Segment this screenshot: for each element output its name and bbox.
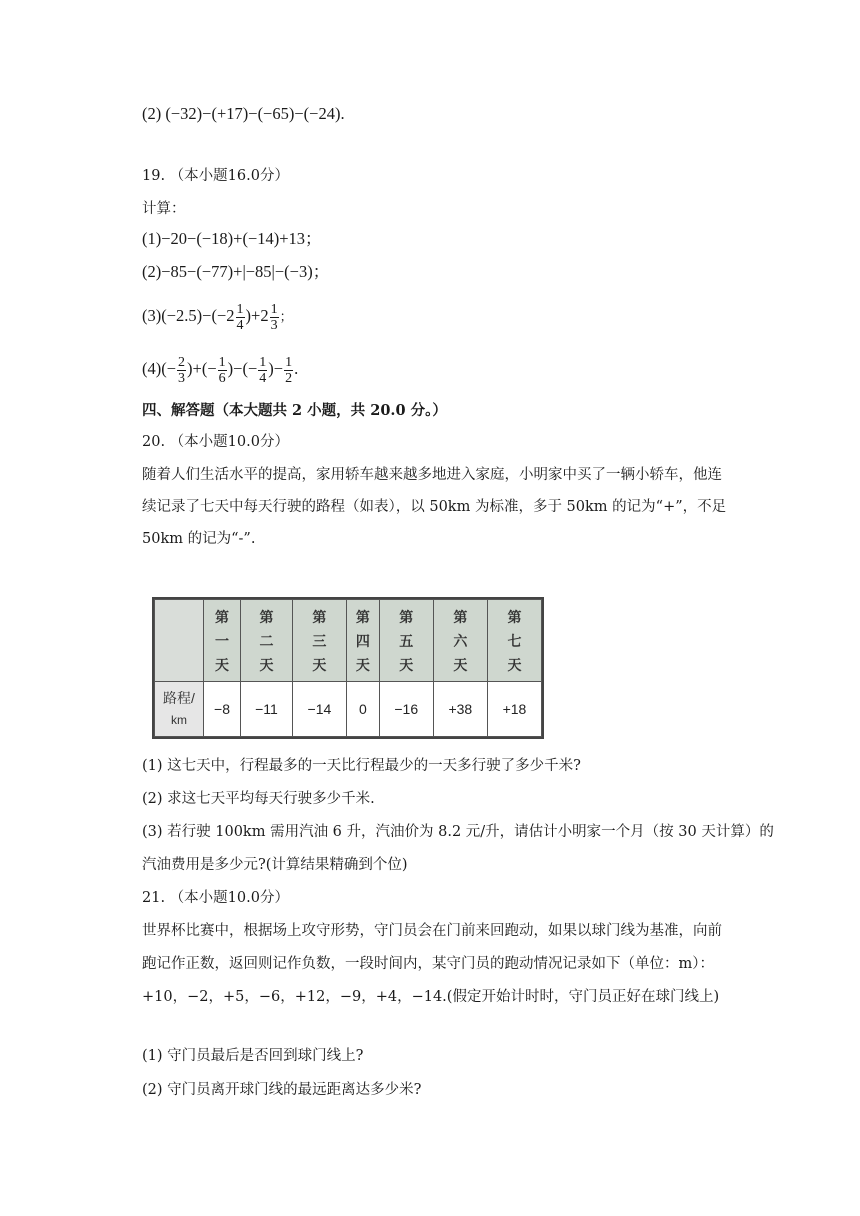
- denominator: 3: [178, 370, 186, 386]
- q19-item-1: (1)−20−(−18)+(−14)+13；: [142, 229, 322, 248]
- day-3-header: [292, 600, 346, 682]
- row-label: 路程/: [163, 690, 195, 706]
- day-5-header: [379, 600, 433, 682]
- table-header-row: [155, 600, 542, 682]
- q19-item-3-part-c: ；: [279, 309, 293, 324]
- numerator: 1: [236, 301, 244, 317]
- q19-item-2: (2)−85−(−77)+|−85|−(−3)；: [142, 262, 330, 281]
- day-char: 天: [215, 656, 230, 673]
- mileage-table: [152, 597, 544, 739]
- q19-item-4-part-d: )−: [268, 359, 284, 378]
- q19-intro: 计算：: [142, 201, 186, 217]
- numerator: 2: [178, 354, 186, 370]
- day-1-header: [204, 600, 241, 682]
- table-cell: +38: [433, 682, 487, 737]
- table-cell: +18: [487, 682, 541, 737]
- q21-header: 21. （本小题10.0分）: [142, 890, 289, 906]
- day-7-header: [487, 600, 541, 682]
- day-char: 五: [399, 632, 414, 649]
- q21-subquestion-2: (2) 守门员离开球门线的最远距离达多少米?: [142, 1082, 422, 1098]
- fraction: [284, 355, 293, 386]
- day-char: 天: [259, 656, 274, 673]
- day-char: 第: [399, 608, 414, 625]
- q19-item-4-part-b: )+(−: [187, 359, 217, 378]
- table-cell: −11: [241, 682, 293, 737]
- q20-header: 20. （本小题10.0分）: [142, 434, 289, 450]
- table-cell: 0: [346, 682, 379, 737]
- q19-item-4-part-a: (4)(−: [142, 359, 177, 378]
- fraction: [258, 355, 267, 386]
- day-char: 二: [259, 632, 274, 649]
- day-6-header: [433, 600, 487, 682]
- denominator: 4: [236, 317, 244, 333]
- table-corner-cell: [155, 600, 204, 682]
- day-char: 天: [507, 656, 522, 673]
- day-char: 第: [355, 608, 370, 625]
- q19-item-3-part-b: )+2: [245, 306, 269, 325]
- q18-item-2: (2) (−32)−(+17)−(−65)−(−24).: [142, 104, 345, 123]
- day-char: 第: [259, 608, 274, 625]
- q19-item-4-part-c: )−(−: [227, 359, 258, 378]
- denominator: 4: [259, 370, 267, 386]
- table-cell: −16: [379, 682, 433, 737]
- q21-subquestion-1: (1) 守门员最后是否回到球门线上?: [142, 1048, 364, 1064]
- day-char: 第: [312, 608, 327, 625]
- q20-paragraph-3: 50km 的记为“-”.: [142, 531, 256, 547]
- day-char: 天: [399, 656, 414, 673]
- q21-paragraph-3: +10，−2，+5，−6，+12，−9，+4，−14.(假定开始计时时，守门员正好在球门线上): [142, 989, 720, 1005]
- table-cell: −14: [292, 682, 346, 737]
- day-char: 第: [453, 608, 468, 625]
- day-char: 七: [507, 632, 522, 649]
- day-char: 第: [215, 608, 230, 625]
- table-cell: −8: [204, 682, 241, 737]
- q20-subquestion-3a: (3) 若行驶 100km 需用汽油 6 升，汽油价为 8.2 元/升，请估计小明家一个月（按 30 天计算）的: [142, 824, 774, 840]
- section-4-title: 四、解答题（本大题共 2 小题，共 20.0 分。）: [142, 402, 447, 419]
- day-char: 天: [453, 656, 468, 673]
- q21-paragraph-1: 世界杯比赛中，根据场上攻守形势，守门员会在门前来回跑动，如果以球门线为基准，向前: [142, 923, 722, 939]
- day-char: 三: [312, 632, 327, 649]
- q19-item-4-part-e: .: [294, 359, 299, 378]
- fraction: [236, 302, 245, 333]
- q20-subquestion-3b: 汽油费用是多少元?(计算结果精确到个位): [142, 857, 408, 873]
- day-char: 天: [312, 656, 327, 673]
- denominator: 3: [270, 317, 278, 333]
- q20-paragraph-1: 随着人们生活水平的提高，家用轿车越来越多地进入家庭，小明家中买了一辆小轿车，他连: [142, 467, 722, 483]
- day-4-header: [346, 600, 379, 682]
- day-char: 天: [355, 656, 370, 673]
- denominator: 6: [218, 370, 226, 386]
- day-char: 六: [453, 632, 468, 649]
- day-char: 一: [215, 632, 230, 649]
- q19-item-3: [142, 300, 293, 333]
- q19-item-3-part-a: (3)(−2.5)−(−2: [142, 306, 235, 325]
- day-char: 四: [355, 632, 370, 649]
- fraction: [177, 355, 186, 386]
- table-value-row: [155, 682, 542, 737]
- numerator: 1: [218, 354, 226, 370]
- row-label-cell: [155, 682, 204, 737]
- q19-header: 19. （本小题16.0分）: [142, 168, 289, 184]
- day-2-header: [241, 600, 293, 682]
- numerator: 1: [259, 354, 267, 370]
- q20-subquestion-1: (1) 这七天中，行程最多的一天比行程最少的一天多行驶了多少千米?: [142, 758, 581, 774]
- row-label-unit: km: [171, 713, 187, 727]
- q20-subquestion-2: (2) 求这七天平均每天行驶多少千米.: [142, 791, 375, 807]
- fraction: [270, 302, 279, 333]
- denominator: 2: [285, 370, 293, 386]
- q20-paragraph-2: 续记录了七天中每天行驶的路程（如表），以 50km 为标准，多于 50km 的记为“+”，不足: [142, 499, 727, 515]
- numerator: 1: [270, 301, 278, 317]
- q19-item-4: [142, 353, 298, 386]
- numerator: 1: [285, 354, 293, 370]
- day-char: 第: [507, 608, 522, 625]
- q21-paragraph-2: 跑记作正数，返回则记作负数，一段时间内，某守门员的跑动情况记录如下（单位：m）：: [142, 956, 714, 972]
- fraction: [218, 355, 227, 386]
